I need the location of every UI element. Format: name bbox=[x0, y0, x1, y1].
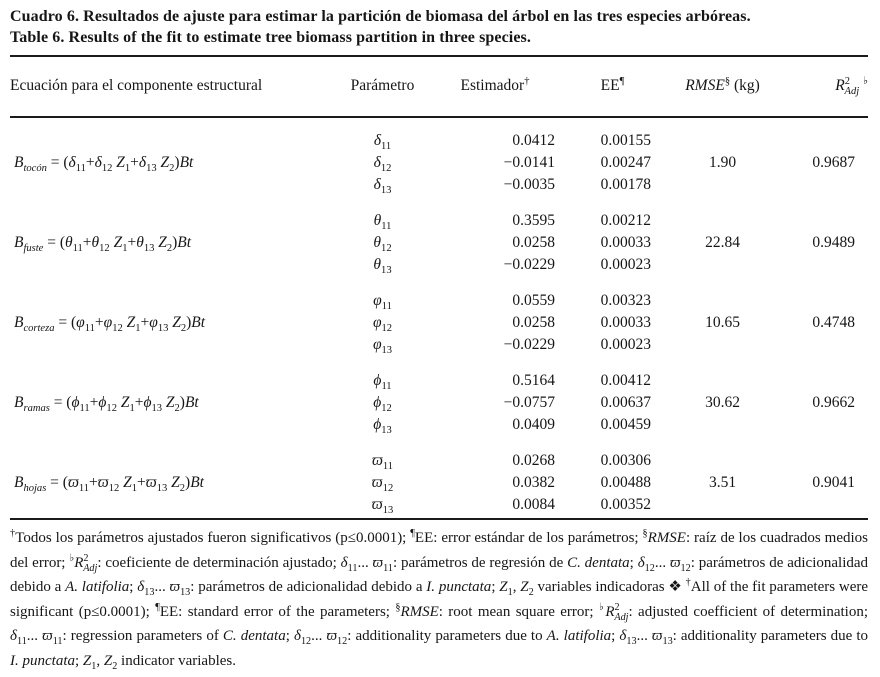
equation-cell: $B_{ramas} = (\phi_{11}+\phi_{12}$ $Z_1+\phi_{13}$ $Z_2)Bt$ bbox=[14, 394, 199, 415]
rmse-value: 22.84 bbox=[705, 234, 740, 251]
estimate-value: 0.0258 bbox=[512, 314, 555, 331]
parameter-symbol: $\varphi_{12}$ bbox=[372, 314, 393, 335]
r2adj-value: 0.9687 bbox=[812, 154, 855, 171]
group-spacer bbox=[10, 516, 868, 519]
group-spacer-cell bbox=[10, 356, 868, 370]
parameter-symbol: $\theta_{11}$ bbox=[373, 212, 392, 233]
table-header-row bbox=[10, 56, 868, 117]
table-row bbox=[10, 370, 868, 392]
standard-error-value: 0.00488 bbox=[600, 474, 651, 491]
parameter-symbol: $\varphi_{11}$ bbox=[373, 292, 392, 313]
group-spacer bbox=[10, 196, 868, 210]
equation-group-hojas bbox=[10, 450, 868, 516]
parameter-symbol: $\varphi_{13}$ bbox=[372, 336, 393, 357]
r2adj-value: 0.9662 bbox=[812, 394, 855, 411]
column-header-r2adj: $R^2_{Adj}$ ♭ bbox=[785, 56, 868, 117]
parameter-symbol: $ϖ_{11}$ bbox=[371, 452, 394, 473]
estimate-value: 0.0268 bbox=[512, 452, 555, 469]
equation-group-ramas bbox=[10, 370, 868, 436]
standard-error-value: 0.00023 bbox=[600, 336, 651, 353]
group-spacer-cell bbox=[10, 516, 868, 519]
estimate-value: −0.0035 bbox=[503, 176, 555, 193]
column-header-parameter: Parámetro bbox=[340, 56, 425, 117]
group-spacer bbox=[10, 117, 868, 130]
standard-error-value: 0.00033 bbox=[600, 314, 651, 331]
estimate-value: 0.3595 bbox=[512, 212, 555, 229]
equation-cell: $B_{tocón} = (\delta_{11}+\delta_{12}$ $Z_1+\delta_{13}$ $Z_2)Bt$ bbox=[14, 154, 194, 175]
standard-error-value: 0.00412 bbox=[600, 372, 651, 389]
group-spacer bbox=[10, 276, 868, 290]
table-caption-spanish: Cuadro 6. Resultados de ajuste para estimar la partición de biomasa del árbol en las tres especies arbóreas. bbox=[10, 8, 751, 25]
parameter-symbol: $\delta_{11}$ bbox=[373, 132, 392, 153]
standard-error-value: 0.00459 bbox=[600, 416, 651, 433]
table-row bbox=[10, 290, 868, 312]
equation-group-corteza bbox=[10, 290, 868, 356]
equation-cell: $B_{hojas} = (ϖ_{11}+ϖ_{12}$ $Z_1+ϖ_{13}$ $Z_2)Bt$ bbox=[14, 474, 204, 495]
parameter-symbol: $\phi_{11}$ bbox=[373, 372, 392, 393]
estimate-value: 0.0412 bbox=[512, 132, 555, 149]
parameter-symbol: $ϖ_{13}$ bbox=[371, 496, 394, 517]
r2adj-value: 0.9489 bbox=[812, 234, 855, 251]
rmse-value: 3.51 bbox=[708, 474, 737, 491]
parameter-symbol: $\theta_{13}$ bbox=[373, 256, 392, 277]
estimate-value: 0.0258 bbox=[512, 234, 555, 251]
table-caption-english: Table 6. Results of the fit to estimate tree biomass partition in three species. bbox=[10, 29, 531, 46]
group-spacer bbox=[10, 436, 868, 450]
group-spacer bbox=[10, 356, 868, 370]
column-header-ee: EE¶ bbox=[565, 56, 660, 117]
table-footnote: †Todos los parámetros ajustados fueron significativos (p≤0.0001); ¶EE: error estándar de los parámetros; §RMSE: raíz de los cuadrados medios del error; $^♭R^2_{Adj}$: coeficiente de determinación ajustado; $\delta_{11}$... $ϖ_{11}$: parámetros de regresión de C. dentata; $\delta_{12}$... $ϖ_{12}$: parámetros de adicionalidad debido a A. latifolia; $\delta_{13}$... $ϖ_{13}$: parámetros de adicionalidad debido a I. punctata; $Z_1$, $Z_2$ variables indicadoras ❖ †All of the fit parameters were significant (p≤0.0001); ¶EE: standard error of the parameters; §RMSE: root mean square error; $^♭R^2_{Adj}$: adjusted coefficient of determination; $\delta_{11}$... $ϖ_{11}$: regression parameters of C. dentata; $\delta_{12}$... $ϖ_{12}$: additionality parameters due to A. latifolia; $\delta_{13}$... $ϖ_{13}$: additionality parameters due to I. punctata; $Z_1$, $Z_2$ indicator variables. bbox=[10, 528, 869, 672]
column-header-rmse: RMSE§ (kg) bbox=[660, 56, 785, 117]
standard-error-value: 0.00323 bbox=[600, 292, 651, 309]
estimate-value: 0.0084 bbox=[512, 496, 555, 513]
equation-cell: $B_{fuste} = (\theta_{11}+\theta_{12}$ $Z_1+\theta_{13}$ $Z_2)Bt$ bbox=[14, 234, 192, 255]
estimate-value: −0.0141 bbox=[503, 154, 555, 171]
standard-error-value: 0.00212 bbox=[600, 212, 651, 229]
rmse-value: 10.65 bbox=[705, 314, 740, 331]
column-header-equation: Ecuación para el componente estructural bbox=[10, 56, 340, 117]
group-spacer-cell bbox=[10, 276, 868, 290]
standard-error-value: 0.00033 bbox=[600, 234, 651, 251]
parameter-symbol: $ϖ_{12}$ bbox=[371, 474, 394, 495]
group-spacer-cell bbox=[10, 436, 868, 450]
estimate-value: 0.0382 bbox=[512, 474, 555, 491]
group-spacer-cell bbox=[10, 196, 868, 210]
rmse-value: 1.90 bbox=[708, 154, 737, 171]
rmse-value: 30.62 bbox=[705, 394, 740, 411]
parameter-symbol: $\delta_{13}$ bbox=[373, 176, 392, 197]
estimate-value: −0.0229 bbox=[503, 256, 555, 273]
standard-error-value: 0.00178 bbox=[600, 176, 651, 193]
column-header-estimator: Estimador† bbox=[425, 56, 565, 117]
r2adj-value: 0.4748 bbox=[812, 314, 855, 331]
parameter-symbol: $\theta_{12}$ bbox=[373, 234, 392, 255]
parameter-symbol: $\phi_{13}$ bbox=[373, 416, 392, 437]
standard-error-value: 0.00306 bbox=[600, 452, 651, 469]
estimate-value: 0.0559 bbox=[512, 292, 555, 309]
parameter-symbol: $\phi_{12}$ bbox=[373, 394, 392, 415]
estimate-value: 0.0409 bbox=[512, 416, 555, 433]
standard-error-value: 0.00247 bbox=[600, 154, 651, 171]
estimate-value: −0.0229 bbox=[503, 336, 555, 353]
table-row bbox=[10, 450, 868, 472]
equation-group-tocón bbox=[10, 130, 868, 196]
table-row bbox=[10, 210, 868, 232]
standard-error-value: 0.00155 bbox=[600, 132, 651, 149]
standard-error-value: 0.00023 bbox=[600, 256, 651, 273]
estimate-value: −0.0757 bbox=[503, 394, 555, 411]
table-row bbox=[10, 130, 868, 152]
parameter-symbol: $\delta_{12}$ bbox=[373, 154, 392, 175]
equation-cell: $B_{corteza} = (\varphi_{11}+\varphi_{12}$ $Z_1+\varphi_{13}$ $Z_2)Bt$ bbox=[14, 314, 206, 335]
table-header bbox=[10, 56, 868, 117]
results-table bbox=[10, 55, 868, 520]
equation-group-fuste bbox=[10, 210, 868, 276]
standard-error-value: 0.00637 bbox=[600, 394, 651, 411]
group-spacer-cell bbox=[10, 117, 868, 130]
r2adj-value: 0.9041 bbox=[812, 474, 855, 491]
standard-error-value: 0.00352 bbox=[600, 496, 651, 513]
estimate-value: 0.5164 bbox=[512, 372, 555, 389]
